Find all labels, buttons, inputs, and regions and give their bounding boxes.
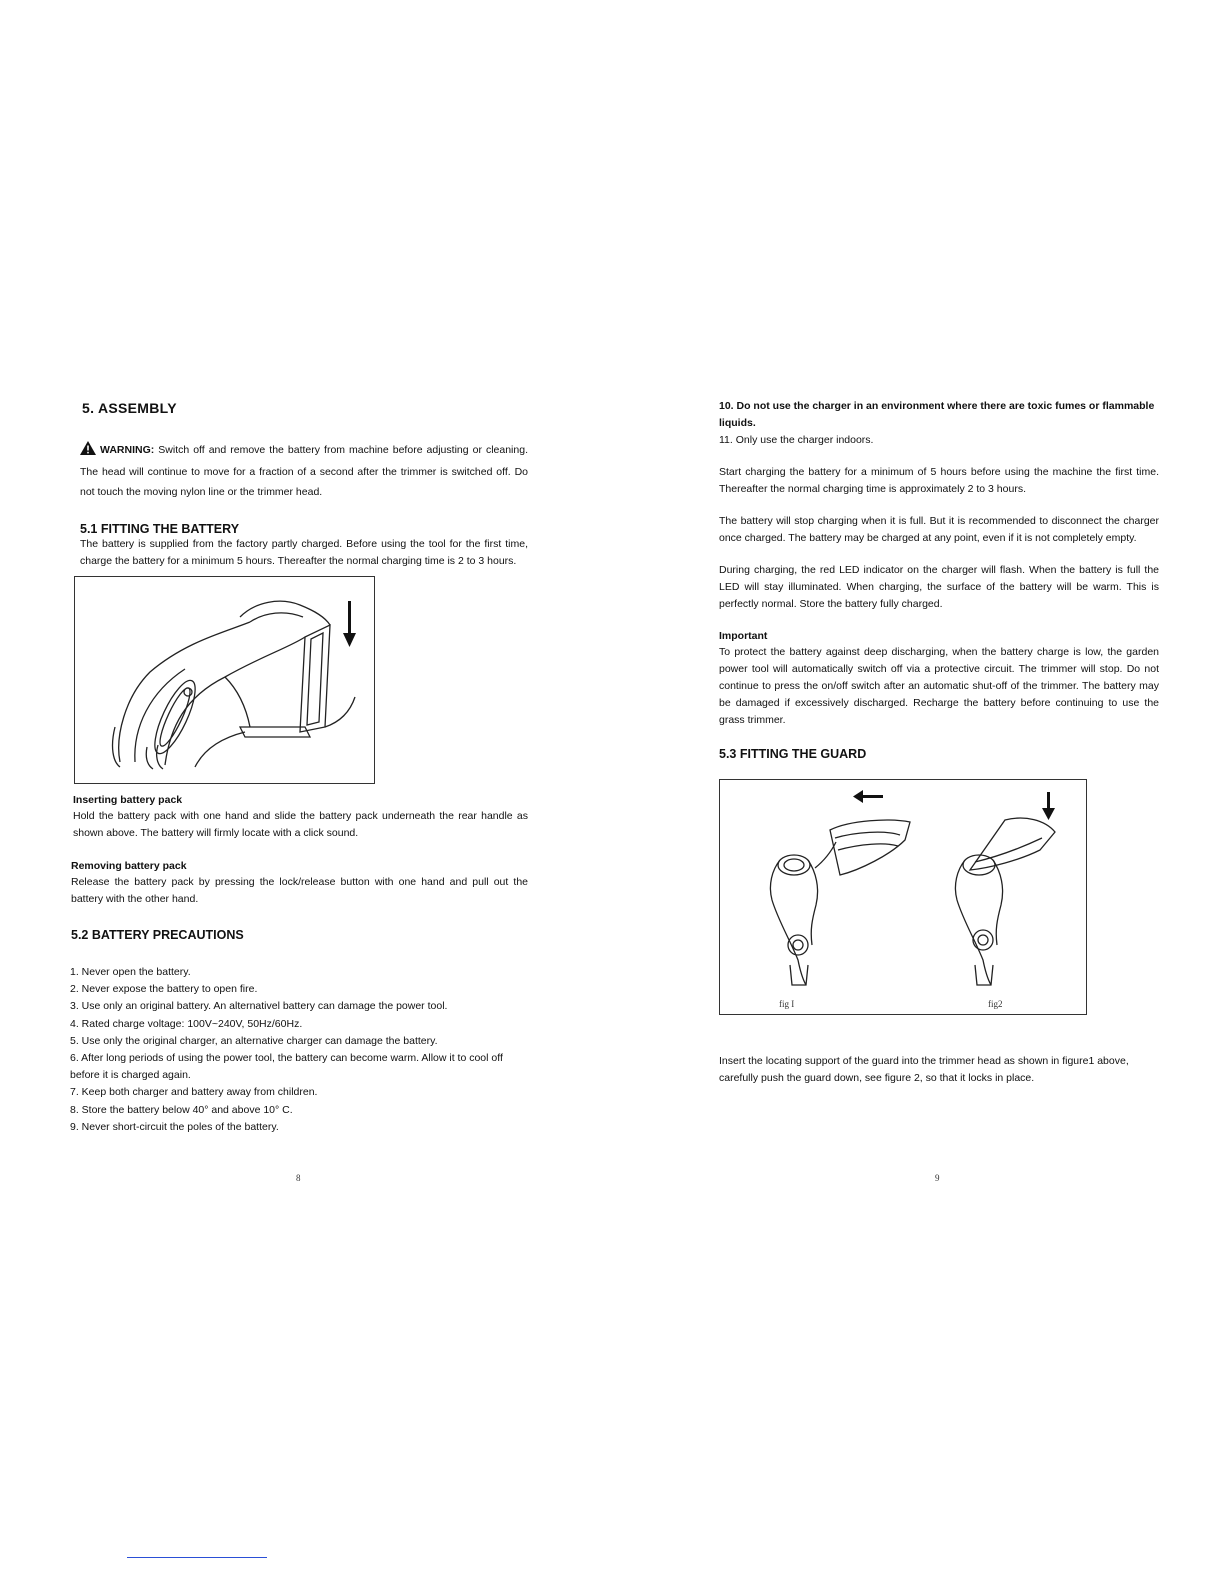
section-5-1-text: The battery is supplied from the factory partly charged. Before using the tool for the first time, charge the battery for a minimum 5 hours. Thereafter the normal charging time is 2 to 3 hours.: [80, 538, 528, 567]
removing-text: Release the battery pack by pressing the lock/release button with one hand and pull out the battery with the other hand.: [71, 876, 528, 905]
guard-text: Insert the locating support of the guard into the trimmer head as shown in figure1 above, carefully push the guard down, see figure 2, so that it locks in place.: [719, 1055, 1129, 1084]
list-item: 9. Never short-circuit the poles of the battery.: [70, 1120, 279, 1133]
assembly-title: 5. ASSEMBLY: [82, 400, 177, 416]
list-item: 7. Keep both charger and battery away from children.: [70, 1086, 318, 1099]
important-title: Important: [719, 630, 768, 642]
warning-text: Switch off and remove the battery from machine before adjusting or cleaning. The head will continue to move for a fraction of a second after the trimmer is switched off. Do not touch the moving nylon line or the trimmer head.: [80, 444, 528, 498]
inserting-text: Hold the battery pack with one hand and slide the battery pack underneath the rear handle as shown above. The battery will firmly locate with a click sound.: [73, 810, 528, 839]
precautions-list: [70, 964, 528, 1136]
warning-paragraph: [80, 440, 528, 502]
left-page: [70, 400, 528, 1136]
item-10: 10. Do not use the charger in an environment where there are toxic fumes or flammable liquids.: [719, 400, 1155, 429]
list-item: 6. After long periods of using the power tool, the battery can become warm. Allow it to cool off before it is charged again.: [70, 1052, 503, 1082]
warning-label: WARNING:: [100, 444, 155, 456]
section-5-3-title: 5.3 FITTING THE GUARD: [719, 747, 867, 761]
removing-title: Removing battery pack: [71, 860, 187, 872]
fig2-caption: fig2: [988, 999, 1003, 1009]
battery-illustration: [75, 577, 374, 783]
warning-triangle-icon: [80, 441, 96, 462]
led-paragraph: During charging, the red LED indicator on the charger will flash. When the battery is full the LED will stay illuminated. When charging, the surface of the battery will be warm. This is perfectly normal. Store the battery fully charged.: [719, 564, 1159, 610]
list-item: 2. Never expose the battery to open fire.: [70, 983, 258, 996]
page-number-right: 9: [935, 1173, 940, 1183]
blue-underline-mark: [127, 1557, 267, 1558]
list-item: 1. Never open the battery.: [70, 966, 191, 978]
section-5-2-title: 5.2 BATTERY PRECAUTIONS: [71, 928, 244, 942]
stop-charging-paragraph: The battery will stop charging when it is full. But it is recommended to disconnect the charger once charged. The battery may be charged at any point, even if it is not completely empty.: [719, 515, 1159, 544]
list-item: 5. Use only the original charger, an alternative charger can damage the battery.: [70, 1034, 438, 1047]
list-item: 4. Rated charge voltage: 100V~240V, 50Hz/60Hz.: [70, 1017, 303, 1030]
start-charging-paragraph: Start charging the battery for a minimum of 5 hours before using the machine the first time. Thereafter the normal charging time is approximately 2 to 3 hours.: [719, 466, 1159, 495]
inserting-title: Inserting battery pack: [73, 794, 183, 806]
list-item: 8. Store the battery below 40° and above 10° C.: [70, 1103, 293, 1116]
battery-figure: [74, 576, 375, 784]
page-number-left: 8: [296, 1173, 301, 1183]
guard-illustration: [720, 780, 1086, 1014]
guard-figure: [719, 779, 1087, 1015]
list-item: 3. Use only an original battery. An alternativel battery can damage the power tool.: [70, 1000, 448, 1013]
section-5-1-title: 5.1 FITTING THE BATTERY: [80, 522, 240, 536]
item-11: 11. Only use the charger indoors.: [719, 434, 874, 446]
right-page: [719, 398, 1159, 1087]
fig1-caption: fig I: [779, 999, 795, 1009]
important-text: To protect the battery against deep discharging, when the battery charge is low, the garden power tool will automatically switch off via a protective circuit. The trimmer will stop. Do not continue to press the on/off switch after an automatic shut-off of the trimmer. The battery may be damaged if excessively discharged. Recharge the battery before continuing to use the grass trimmer.: [719, 646, 1159, 726]
